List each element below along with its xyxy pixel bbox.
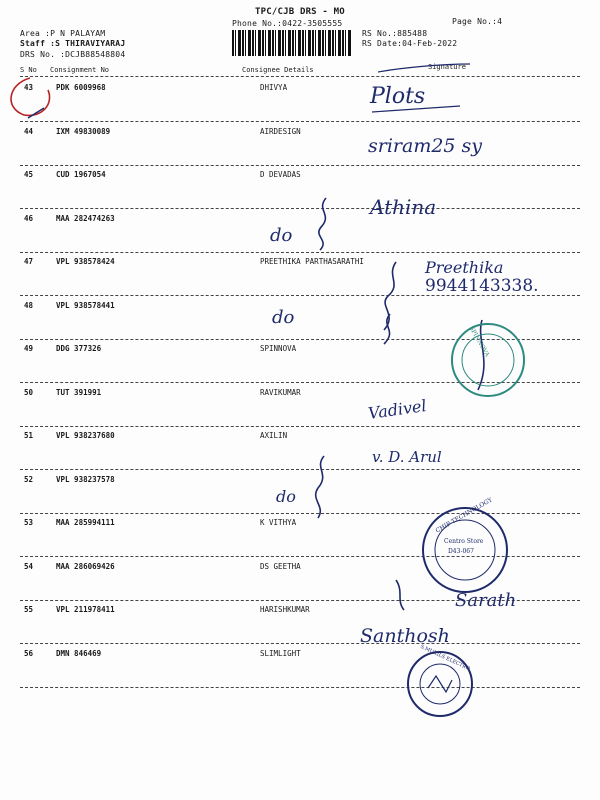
signature-54: Sarath bbox=[455, 590, 517, 611]
staff-label: Staff :S THIRAVIYARAJ bbox=[20, 39, 126, 48]
signature-44: sriram25 sy bbox=[368, 135, 483, 157]
row-sno: 45 bbox=[24, 170, 34, 179]
row-sno: 48 bbox=[24, 300, 34, 310]
row-consignee: K VITHYA bbox=[260, 518, 297, 527]
row-consignee: AXILIN bbox=[260, 431, 288, 440]
signature-46: do bbox=[270, 225, 293, 246]
row-consignee: D DEVADAS bbox=[260, 170, 301, 179]
underline-43 bbox=[372, 106, 460, 112]
row-consignee: PREETHIKA PARTHASARATHI bbox=[260, 257, 364, 266]
spinnova-stamp-text: SPINNOVA bbox=[467, 324, 491, 359]
row-consignment-no: IXM 49830089 bbox=[56, 126, 111, 136]
red-circle-mark bbox=[11, 78, 50, 115]
row-consignee: AIRDESIGN bbox=[260, 126, 301, 136]
arrow-mark bbox=[378, 64, 470, 72]
column-consignment: Consignment No bbox=[50, 66, 110, 74]
row-consignee: SPINNOVA bbox=[260, 344, 297, 353]
signature-48: do bbox=[272, 307, 295, 328]
rs-date: RS Date:04-Feb-2022 bbox=[362, 39, 458, 48]
signature-50: Vadivel bbox=[366, 396, 428, 423]
row-consignment-no: MAA 285994111 bbox=[56, 518, 115, 527]
row-sno: 53 bbox=[24, 518, 34, 527]
signature-47-phone: 9944143338. bbox=[425, 276, 539, 296]
row-sno: 44 bbox=[24, 126, 34, 136]
row-sno: 51 bbox=[24, 431, 34, 440]
signature-51: v. D. Arul bbox=[372, 448, 442, 466]
phone-number: Phone No.:0422-3505555 bbox=[232, 19, 343, 28]
row-sno: 47 bbox=[24, 257, 34, 266]
row-sno: 55 bbox=[24, 605, 34, 614]
row-consignee: SLIMLIGHT bbox=[260, 648, 301, 658]
chip-stamp-text: CHIP TECHNOLOGY bbox=[434, 496, 494, 535]
row-consignment-no: VPL 938237578 bbox=[56, 474, 115, 484]
row-sno: 56 bbox=[24, 648, 34, 658]
initials-51 bbox=[316, 456, 324, 518]
chip-stamp-inner: Centro Store bbox=[444, 538, 484, 545]
row-consignment-no: VPL 211978411 bbox=[56, 605, 115, 614]
row-consignment-no: DMN 846469 bbox=[56, 648, 102, 658]
signature-47-name: Preethika bbox=[425, 258, 504, 277]
row-consignment-no: VPL 938237680 bbox=[56, 431, 115, 440]
row-consignee: RAVIKUMAR bbox=[260, 387, 301, 397]
row-consignment-no: VPL 938578441 bbox=[56, 300, 115, 310]
rs-number: RS No.:885488 bbox=[362, 29, 428, 38]
row-consignment-no: PDK 6009968 bbox=[56, 83, 106, 92]
row-consignment-no: VPL 938578424 bbox=[56, 257, 115, 266]
column-signature: Signature bbox=[428, 63, 466, 71]
initials-47 bbox=[384, 262, 396, 330]
row-sno: 46 bbox=[24, 213, 34, 223]
initials-45 bbox=[319, 198, 326, 250]
initials-54 bbox=[396, 580, 404, 610]
spinnova-stamp bbox=[452, 324, 524, 396]
page-number: Page No.:4 bbox=[452, 17, 503, 26]
column-consignee: Consignee Details bbox=[242, 66, 314, 74]
row-consignment-no: TUT 391991 bbox=[56, 387, 102, 397]
signature-55: Santhosh bbox=[360, 625, 450, 647]
column-sno: S No bbox=[20, 66, 37, 74]
row-consignment-no: CUD 1967054 bbox=[56, 170, 106, 179]
row-consignment-no: MAA 282474263 bbox=[56, 213, 115, 223]
signature-52: do bbox=[276, 487, 296, 506]
sheet-title: TPC/CJB DRS - MO bbox=[255, 7, 345, 17]
chip-stamp-code: D43-067 bbox=[448, 548, 474, 555]
area-label: Area :P N PALAYAM bbox=[20, 29, 106, 38]
row-sno: 49 bbox=[24, 344, 34, 353]
row-sno: 50 bbox=[24, 387, 34, 397]
row-consignment-no: DDG 377326 bbox=[56, 344, 102, 353]
mukils-stamp-text: S.MUKILS ELECTRO bbox=[419, 643, 471, 673]
row-consignee: HARISHKUMAR bbox=[260, 605, 310, 614]
row-consignee: DHIVYA bbox=[260, 83, 288, 92]
tick-mark bbox=[28, 108, 44, 118]
mukils-stamp bbox=[408, 652, 472, 716]
row-consignee: DS GEETHA bbox=[260, 561, 301, 571]
row-sno: 52 bbox=[24, 474, 34, 484]
signature-43: Plots bbox=[370, 84, 426, 109]
row-sno: 43 bbox=[24, 83, 34, 92]
row-sno: 54 bbox=[24, 561, 34, 571]
signature-45: Athina bbox=[370, 195, 437, 219]
row-consignment-no: MAA 286069426 bbox=[56, 561, 115, 571]
drs-number: DRS No. :DCJB88548804 bbox=[20, 50, 126, 59]
